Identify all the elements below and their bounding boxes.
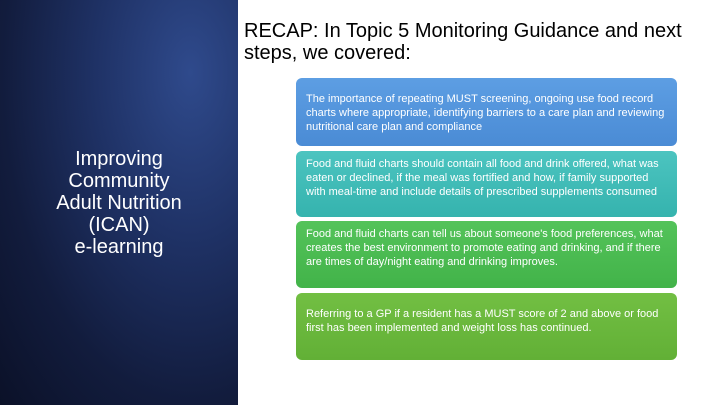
recap-card-text: Food and fluid charts can tell us about someone's food preferences, what creates the best environment to promote eating and drinking, and if there are times of day/night eating and drinking improves. (306, 228, 663, 268)
course-title-line: Community (68, 170, 170, 192)
recap-card-food-preferences (296, 221, 677, 288)
recap-card-text: Referring to a GP if a resident has a MUST score of 2 and above or food first has been implemented and weight loss has continued. (306, 308, 659, 334)
recap-card-gp-referral (296, 293, 677, 360)
course-title-line: Adult Nutrition (56, 192, 182, 214)
recap-card-text: Food and fluid charts should contain all food and drink offered, what was eaten or declined, if the meal was fortified and how, if family supported with meal-time and include details of prescribed supplements consumed (306, 158, 659, 198)
slide-heading: RECAP: In Topic 5 Monitoring Guidance and next steps, we covered: (244, 20, 682, 64)
course-title-line: Improving (75, 148, 163, 170)
course-title-line: e-learning (74, 236, 164, 258)
course-title (20, 148, 218, 258)
recap-card-food-fluid-contents (296, 151, 677, 217)
left-panel (0, 0, 238, 405)
course-title-line: (ICAN) (88, 214, 150, 236)
recap-card-text: The importance of repeating MUST screening, ongoing use food record charts where appropriate, identifying barriers to a care plan and reviewing nutritional care plan and compliance (306, 93, 665, 133)
recap-card-must-screening (296, 78, 677, 146)
